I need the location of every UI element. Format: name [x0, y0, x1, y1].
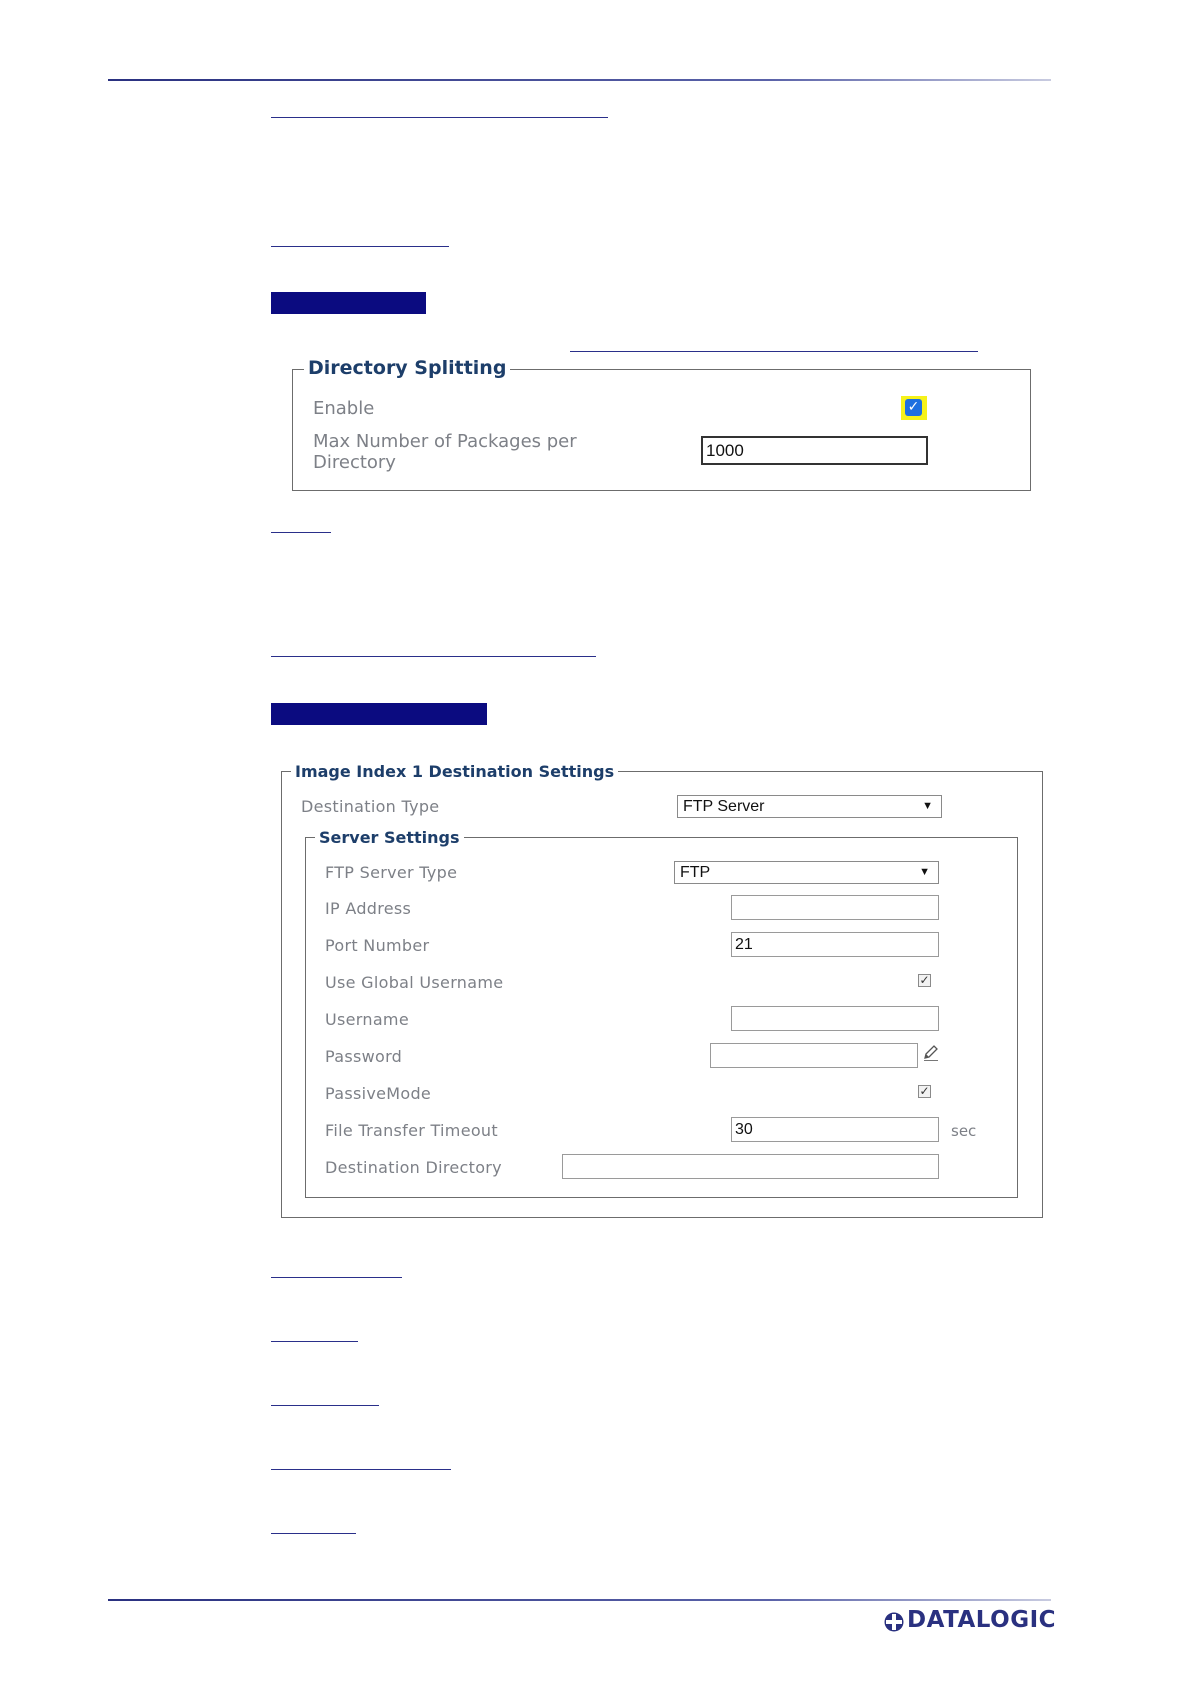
edit-pencil-icon[interactable] [922, 1044, 940, 1062]
header-rule [108, 79, 1051, 81]
heading-underline-7 [271, 1405, 379, 1406]
footer-rule [108, 1599, 1051, 1601]
chevron-down-icon: ▼ [919, 866, 930, 878]
heading-underline-4 [271, 656, 596, 657]
image-index-title: Image Index 1 Destination Settings [291, 762, 618, 781]
password-label: Password [325, 1047, 403, 1066]
heading-underline-8 [271, 1469, 451, 1470]
heading-underline-5 [271, 1277, 402, 1278]
username-label: Username [325, 1010, 409, 1029]
directory-splitting-title: Directory Splitting [304, 357, 510, 379]
ip-address-input[interactable] [731, 895, 939, 920]
password-input[interactable] [710, 1043, 918, 1068]
destination-type-select[interactable] [677, 795, 942, 818]
ftp-server-type-select[interactable] [674, 861, 939, 884]
chevron-down-icon: ▼ [922, 800, 933, 812]
passive-mode-label: PassiveMode [325, 1084, 432, 1103]
destination-directory-input[interactable] [562, 1154, 939, 1179]
max-packages-label-line1: Max Number of Packages per [313, 431, 577, 452]
max-packages-input[interactable]: 1000 [701, 436, 928, 465]
file-transfer-timeout-label: File Transfer Timeout [325, 1121, 498, 1140]
heading-underline-2 [271, 246, 449, 247]
timeout-unit: sec [951, 1122, 977, 1140]
datalogic-brand: DATALOGIC [907, 1607, 1057, 1633]
ip-address-label: IP Address [325, 899, 412, 918]
datalogic-logo-icon [883, 1611, 905, 1633]
username-input[interactable] [731, 1006, 939, 1031]
destination-directory-label: Destination Directory [325, 1158, 502, 1177]
max-packages-label-line2: Directory [313, 452, 396, 473]
passive-mode-checkbox[interactable]: ✓ [919, 1084, 930, 1098]
enable-checkbox[interactable]: ✓ [905, 399, 922, 416]
port-number-input[interactable]: 21 [731, 932, 939, 957]
enable-label: Enable [313, 398, 375, 419]
heading-underline-9 [271, 1533, 356, 1534]
server-settings-title: Server Settings [315, 828, 464, 847]
ftp-server-type-value: FTP [680, 864, 711, 881]
directory-splitting-panel [292, 369, 1031, 491]
redacted-bar-1 [271, 292, 426, 314]
file-transfer-timeout-input[interactable]: 30 [731, 1117, 939, 1142]
heading-underline-6 [271, 1341, 358, 1342]
heading-underline-1 [271, 117, 608, 118]
destination-type-label: Destination Type [301, 797, 440, 816]
destination-type-value: FTP Server [683, 798, 765, 815]
figure-caption-line-1 [570, 351, 978, 352]
use-global-username-checkbox[interactable]: ✓ [919, 973, 930, 987]
redacted-bar-2 [271, 703, 487, 725]
port-number-label: Port Number [325, 936, 430, 955]
use-global-username-label: Use Global Username [325, 973, 504, 992]
ftp-server-type-label: FTP Server Type [325, 863, 458, 882]
heading-underline-3 [271, 532, 331, 533]
